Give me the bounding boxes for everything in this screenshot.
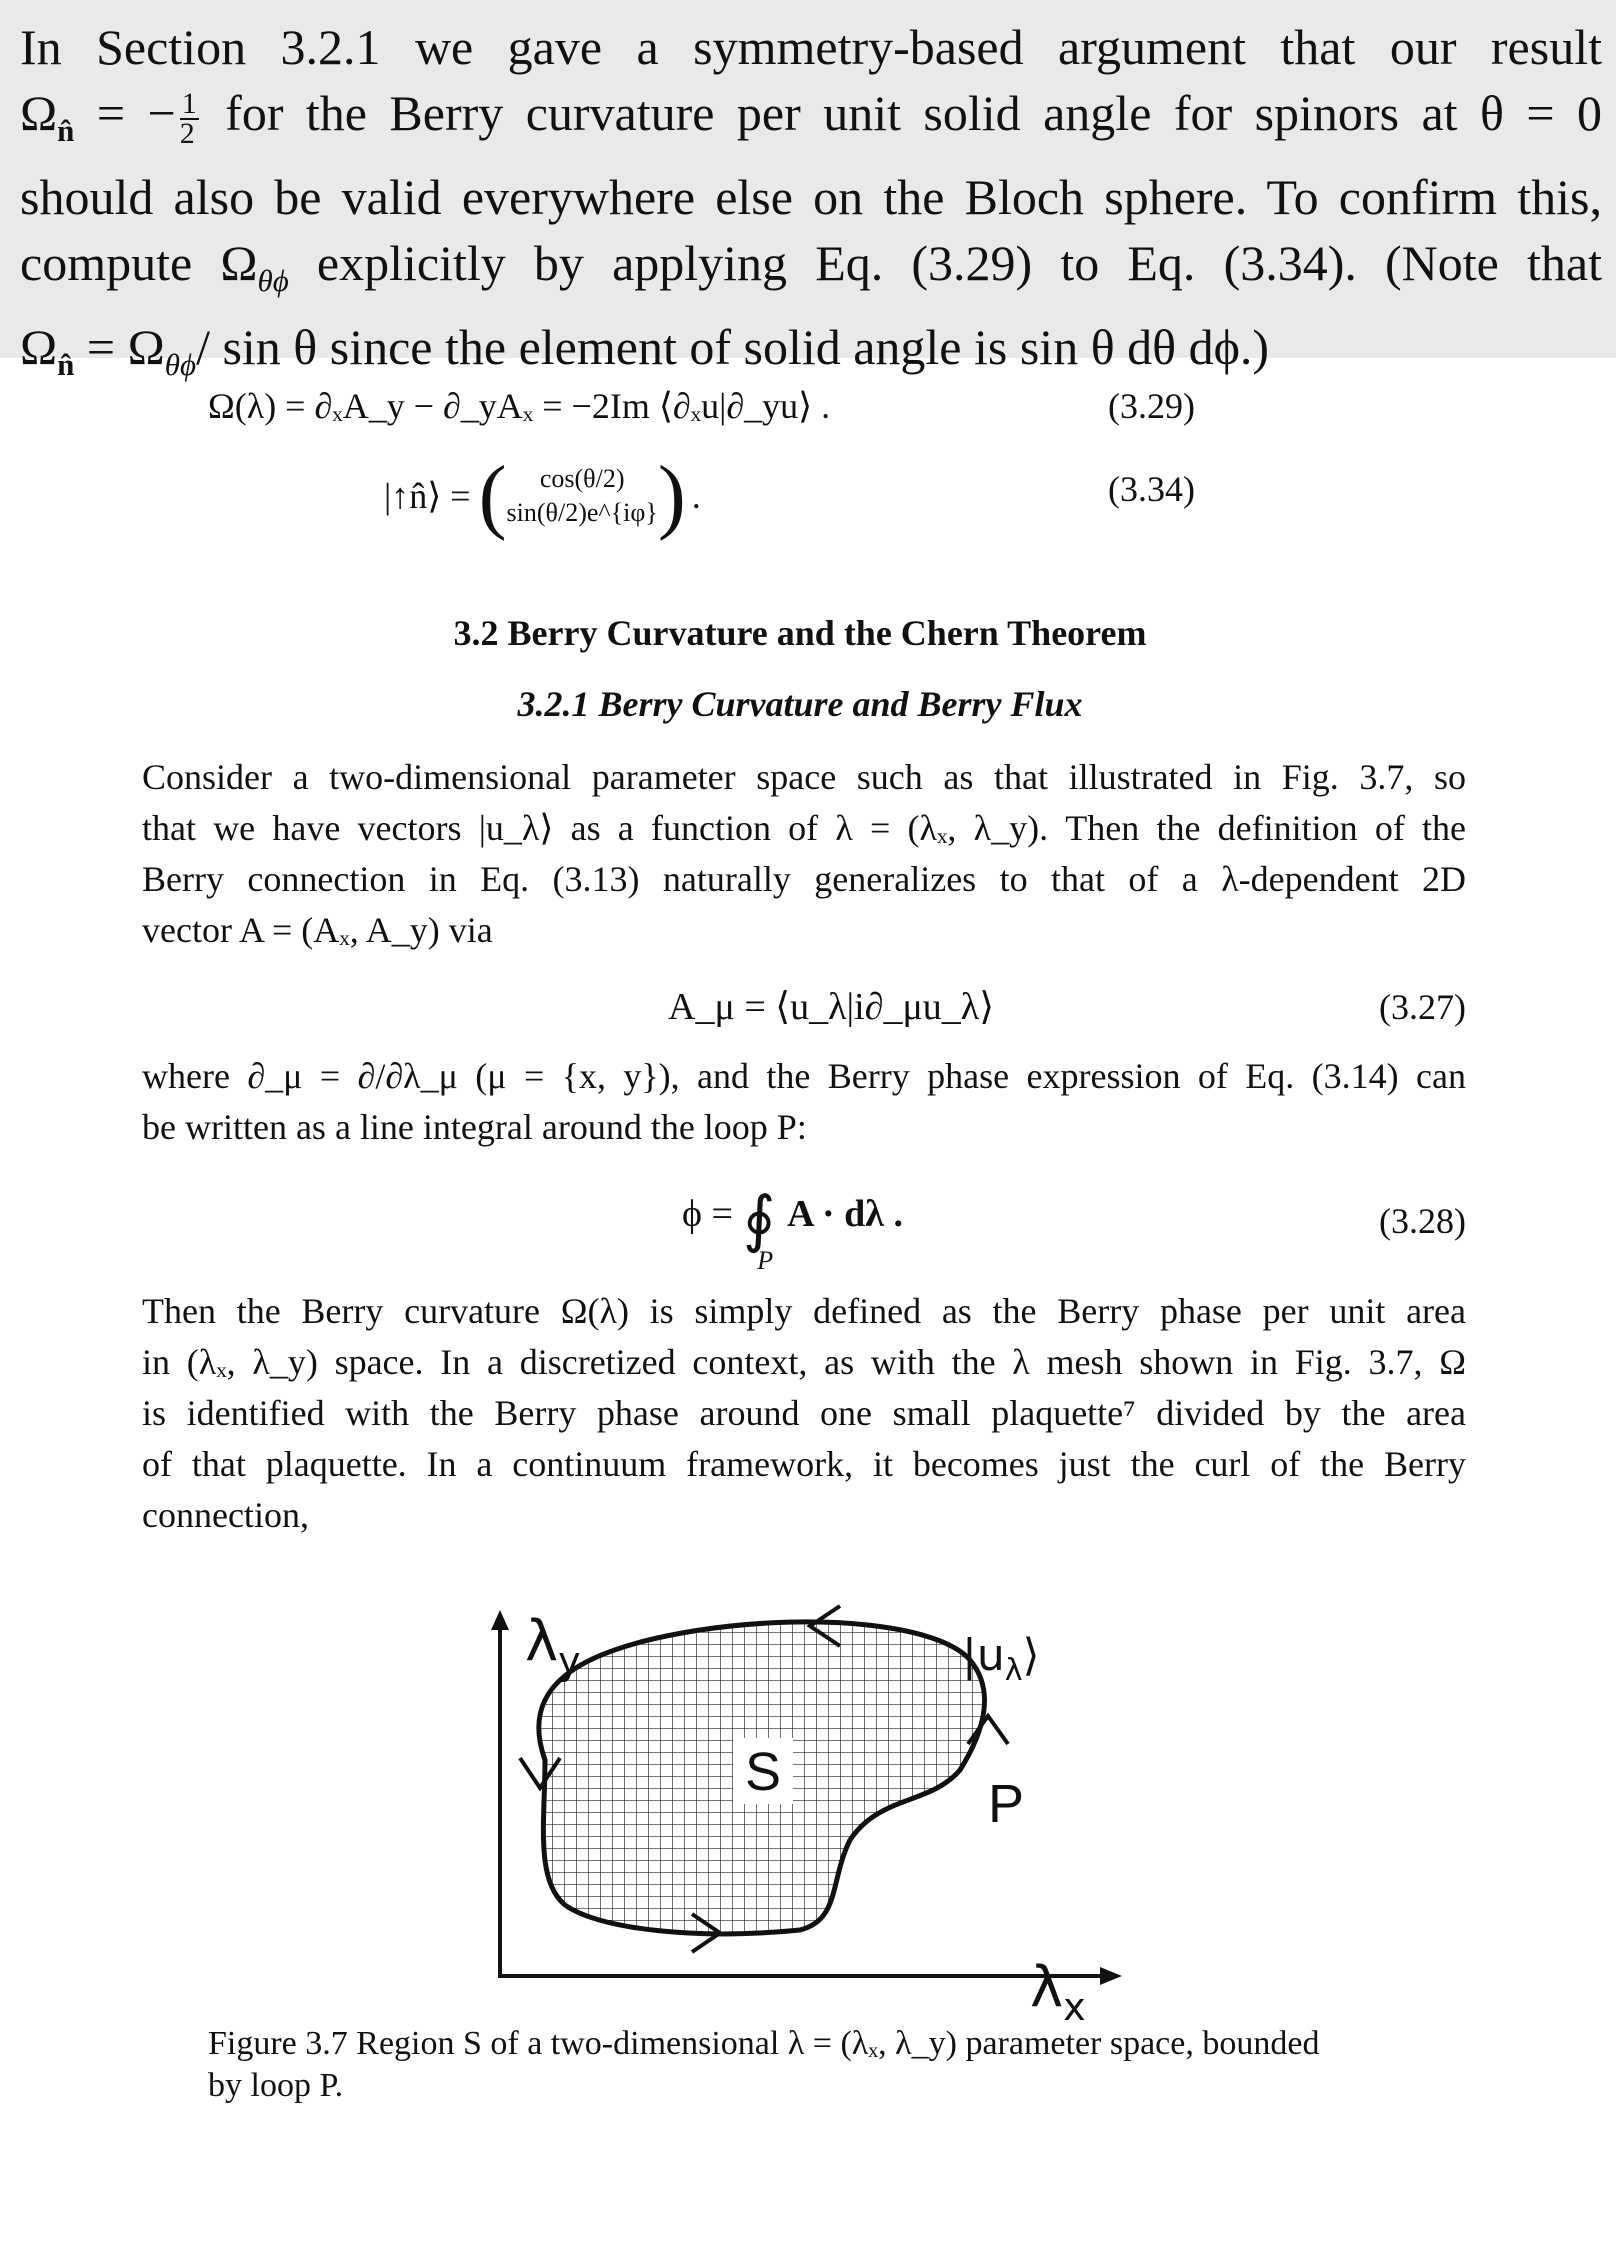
exercise-line-2: $\Omega_{n̂}$ = − $\frac{1}{2}$ for the Berry curvature per unit solid angle for spinors at θ = 0 <box>20 85 1603 150</box>
matrix-top-entry: cos(θ/2) <box>539 464 625 493</box>
paragraph-3-line: of that plaquette. In a continuum framework, it becomes just the curl of the Berry <box>142 1444 1466 1484</box>
section-title: 3.2 Berry Curvature and the Chern Theorem <box>453 613 1147 653</box>
paragraph-3-line: in (λₓ, λ_y) space. In a discretized context, as with the λ mesh shown in Fig. 3.7, Ω <box>142 1342 1466 1382</box>
exercise-line-1: In Section 3.2.1 we gave a symmetry-based argument that our result <box>20 19 1602 75</box>
paragraph-3-line: connection, <box>142 1495 309 1535</box>
equation-number-3-34: (3.34) <box>1108 469 1195 509</box>
u-lambda-label: $|u_\lambda⟩$ <box>962 1630 1040 1688</box>
paragraph-1-line: Consider a two-dimensional parameter space such as that illustrated in Fig. 3.7, so <box>142 757 1466 797</box>
contour-integral-symbol: ∮ <box>742 1186 776 1254</box>
caption-line-2: by loop P. <box>208 2067 344 2104</box>
paragraph-1-line: vector A = (Aₓ, A_y) via <box>142 910 493 950</box>
equation-3-34: |↑n̂⟩ = ( cos(θ/2) sin(θ/2)e^{iφ} ) . <box>384 449 701 542</box>
paragraph-2-line: where ∂_μ = ∂/∂λ_μ (μ = {x, y}), and the Berry phase expression of Eq. (3.14) can <box>142 1056 1466 1096</box>
lambda-x-label: $\lambda_x$ <box>1030 1955 1086 2029</box>
matrix-right-paren: ) <box>657 449 686 542</box>
equation-3-27: A_μ = ⟨u_λ|i∂_μu_λ⟩ <box>668 986 995 1028</box>
subsection-title: 3.2.1 Berry Curvature and Berry Flux <box>517 684 1083 724</box>
equation-number-3-27: (3.27) <box>1379 987 1466 1027</box>
caption-line-1: Figure 3.7 Region S of a two-dimensional λ = (λₓ, λ_y) parameter space, bounded <box>208 2025 1320 2062</box>
paragraph-3-line: is identified with the Berry phase around one small plaquette⁷ divided by the area <box>142 1393 1466 1433</box>
paragraph-1-line: Berry connection in Eq. (3.13) naturally generalizes to that of a λ-dependent 2D <box>142 859 1466 899</box>
integral-subscript: P <box>757 1246 774 1275</box>
lambda-y-label: $\lambda_y$ <box>525 1609 581 1683</box>
paragraph-1-line: that we have vectors |u_λ⟩ as a function of λ = (λₓ, λ_y). Then the definition of the <box>142 808 1466 848</box>
x-axis-arrowhead <box>1100 1967 1122 1985</box>
loop-p-label: P <box>988 1774 1025 1834</box>
equation-3-28-rhs: A · dλ . <box>787 1193 903 1235</box>
equation-3-29: Ω(λ) = ∂ₓA_y − ∂_yAₓ = −2Im ⟨∂ₓu|∂_yu⟩ . <box>208 386 831 426</box>
y-axis-arrowhead <box>491 1610 509 1630</box>
equation-number-3-28: (3.28) <box>1379 1201 1466 1241</box>
region-s-label: S <box>744 1742 782 1802</box>
equation-3-28-lhs: ϕ = <box>682 1193 733 1235</box>
equation-number-3-29: (3.29) <box>1108 386 1195 426</box>
matrix-bottom-entry: sin(θ/2)e^{iφ} <box>506 498 658 527</box>
equation-3-34-lhs: |↑n̂⟩ = <box>384 476 471 516</box>
matrix-left-paren: ( <box>478 449 507 542</box>
exercise-line-5: $\Omega_{n̂} = \Omega_{\theta\phi}/$ sin θ since the element of solid angle is sin θ dθ dϕ.) <box>20 318 1270 382</box>
exercise-line-3: should also be valid everywhere else on the Bloch sphere. To confirm this, <box>20 168 1602 225</box>
exercise-line-4: compute $\Omega_{\theta\phi}$ explicitly by applying Eq. (3.29) to Eq. (3.34). (Note that <box>20 234 1603 298</box>
paragraph-2-line: be written as a line integral around the loop P: <box>142 1107 807 1147</box>
figure-caption <box>208 2023 1468 2107</box>
paragraph-3-line: Then the Berry curvature Ω(λ) is simply defined as the Berry phase per unit area <box>142 1291 1466 1331</box>
